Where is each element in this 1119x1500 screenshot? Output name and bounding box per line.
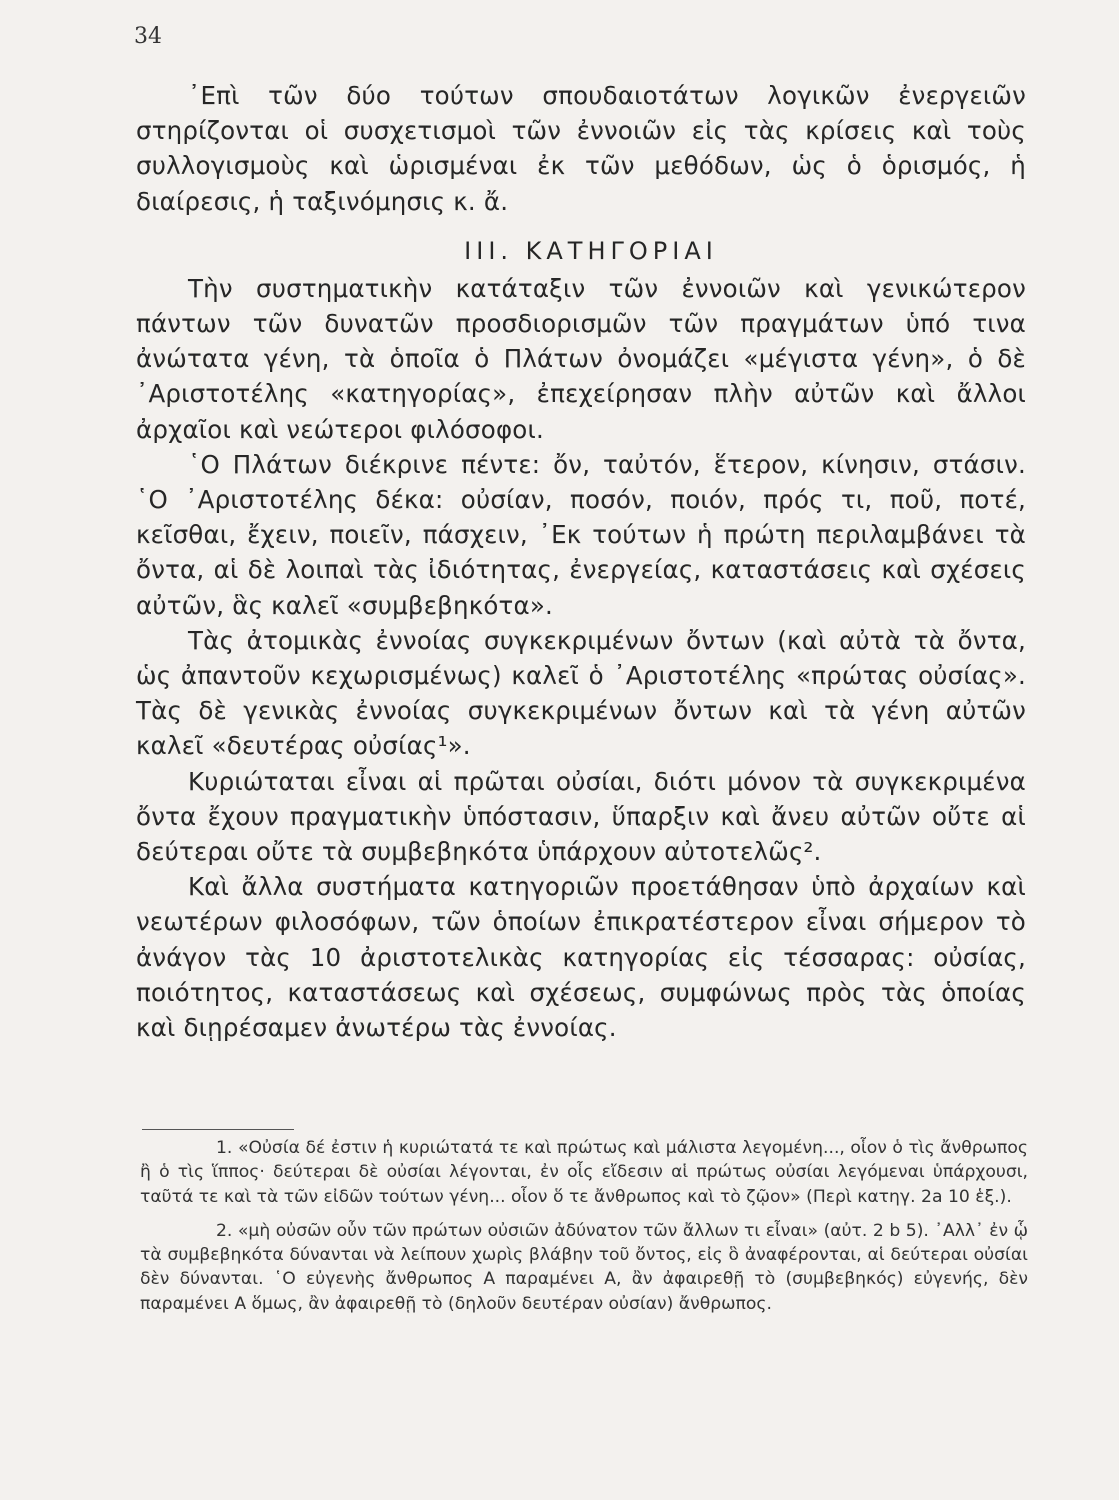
page-number: 34 <box>134 24 162 49</box>
footnote-1: 1. «Οὐσία δέ ἐστιν ἡ κυριώτατά τε καὶ πρώτως καὶ μάλιστα λεγομένη..., οἷον ὁ τὶς ἄνθρωπος ἢ ὁ τὶς ἵππος· δεύτεραι δὲ οὐσίαι λέγονται, ἐν οἷς εἴδεσιν αἱ πρώτως οὐσίαι λεγόμεναι ὑπάρχουσι, ταῦτά τε καὶ τὰ τῶν εἰδῶν τούτων γένη... οἷον ὅ τε ἄνθρωπος καὶ τὸ ζῷον» (Περὶ κατηγ. 2a 10 ἑξ.). <box>140 1138 1028 1207</box>
main-text <box>136 78 1026 1045</box>
paragraph-6: Καὶ ἄλλα συστήματα κατηγοριῶν προετάθησαν ὑπὸ ἀρχαίων καὶ νεωτέρων φιλοσόφων, τῶν ὁποίων ἐπικρατέστερον εἶναι σήμερον τὸ ἀνάγον τὰς 10 ἀριστοτελικὰς κατηγορίας εἰς τέσσαρας: οὐσίας, ποιότητος, καταστάσεως καὶ σχέσεως, συμφώνως πρὸς τὰς ὁποίας καὶ διῃρέσαμεν ἀνωτέρω τὰς ἐννοίας. <box>136 872 1026 1043</box>
paragraph-3: ῾Ο Πλάτων διέκρινε πέντε: ὄν, ταὐτόν, ἕτερον, κίνησιν, στάσιν. ῾Ο ᾽Αριστοτέλης δέκα: οὐσίαν, ποσόν, ποιόν, πρός τι, ποῦ, ποτέ, κεῖσθαι, ἔχειν, ποιεῖν, πάσχειν, ᾽Εκ τούτων ἡ πρώτη περιλαμβάνει τὰ ὄντα, αἱ δὲ λοιπαὶ τὰς ἰδιότητας, ἐνεργείας, καταστάσεις καὶ σχέσεις αὐτῶν, ἃς καλεῖ «συμβεβηκότα». <box>136 449 1026 620</box>
footnote-rule <box>142 1129 294 1130</box>
paragraph-5: Κυριώταται εἶναι αἱ πρῶται οὐσίαι, διότι μόνον τὰ συγκεκριμένα ὄντα ἔχουν πραγματικὴν ὑπόστασιν, ὕπαρξιν καὶ ἄνευ αὐτῶν οὔτε αἱ δεύτεραι οὔτε τὰ συμβεβηκότα ὑπάρχουν αὐτοτελῶς². <box>136 766 1026 867</box>
paragraph-1: ᾽Επὶ τῶν δύο τούτων σπουδαιοτάτων λογικῶν ἐνεργειῶν στηρίζονται οἱ συσχετισμοὶ τῶν ἐννοιῶν εἰς τὰς κρίσεις καὶ τοὺς συλλογισμοὺς καὶ ὡρισμέναι ἐκ τῶν μεθόδων, ὡς ὁ ὁρισμός, ἡ διαίρεσις, ἡ ταξινόμησις κ. ἄ. <box>136 81 1026 216</box>
paragraph-2: Τὴν συστηματικὴν κατάταξιν τῶν ἐννοιῶν καὶ γενικώτερον πάντων τῶν δυνατῶν προσδιορισμῶν τῶν πραγμάτων ὑπό τινα ἀνώτατα γένη, τὰ ὁποῖα ὁ Πλάτων ὀνομάζει «μέγιστα γένη», ὁ δὲ ᾽Αριστοτέλης «κατηγορίας», ἐπεχείρησαν πλὴν αὐτῶν καὶ ἄλλοι ἀρχαῖοι καὶ νεώτεροι φιλόσοφοι. <box>136 273 1026 444</box>
footnote-2: 2. «μὴ οὐσῶν οὖν τῶν πρώτων οὐσιῶν ἀδύνατον τῶν ἄλλων τι εἶναι» (αὐτ. 2 b 5). ᾽Αλλ᾽ ἐν ᾧ τὰ συμβεβηκότα δύνανται νὰ λείπουν χωρὶς βλάβην τοῦ ὄντος, εἰς ὃ ἀναφέρονται, αἱ δεύτεραι οὐσίαι δὲν δύνανται. ῾Ο εὐγενὴς ἄνθρωπος Α παραμένει Α, ἂν ἀφαιρεθῇ τὸ (συμβεβηκός) εὐγενής, δὲν παραμένει Α ὅμως, ἂν ἀφαιρεθῇ τὸ (δηλοῦν δευτέραν οὐσίαν) ἄνθρωπος. <box>140 1220 1028 1314</box>
section-heading: III. ΚΑΤΗΓΟΡΙΑΙ <box>464 236 718 265</box>
footnotes <box>140 1136 1028 1326</box>
paragraph-4: Τὰς ἀτομικὰς ἐννοίας συγκεκριμένων ὄντων (καὶ αὐτὰ τὰ ὄντα, ὡς ἀπαντοῦν κεχωρισμένως) καλεῖ ὁ ᾽Αριστοτέλης «πρώτας οὐσίας». Τὰς δὲ γενικὰς ἐννοίας συγκεκριμένων ὄντων καὶ τὰ γένη αὐτῶν καλεῖ «δευτέρας οὐσίας¹». <box>136 625 1026 761</box>
